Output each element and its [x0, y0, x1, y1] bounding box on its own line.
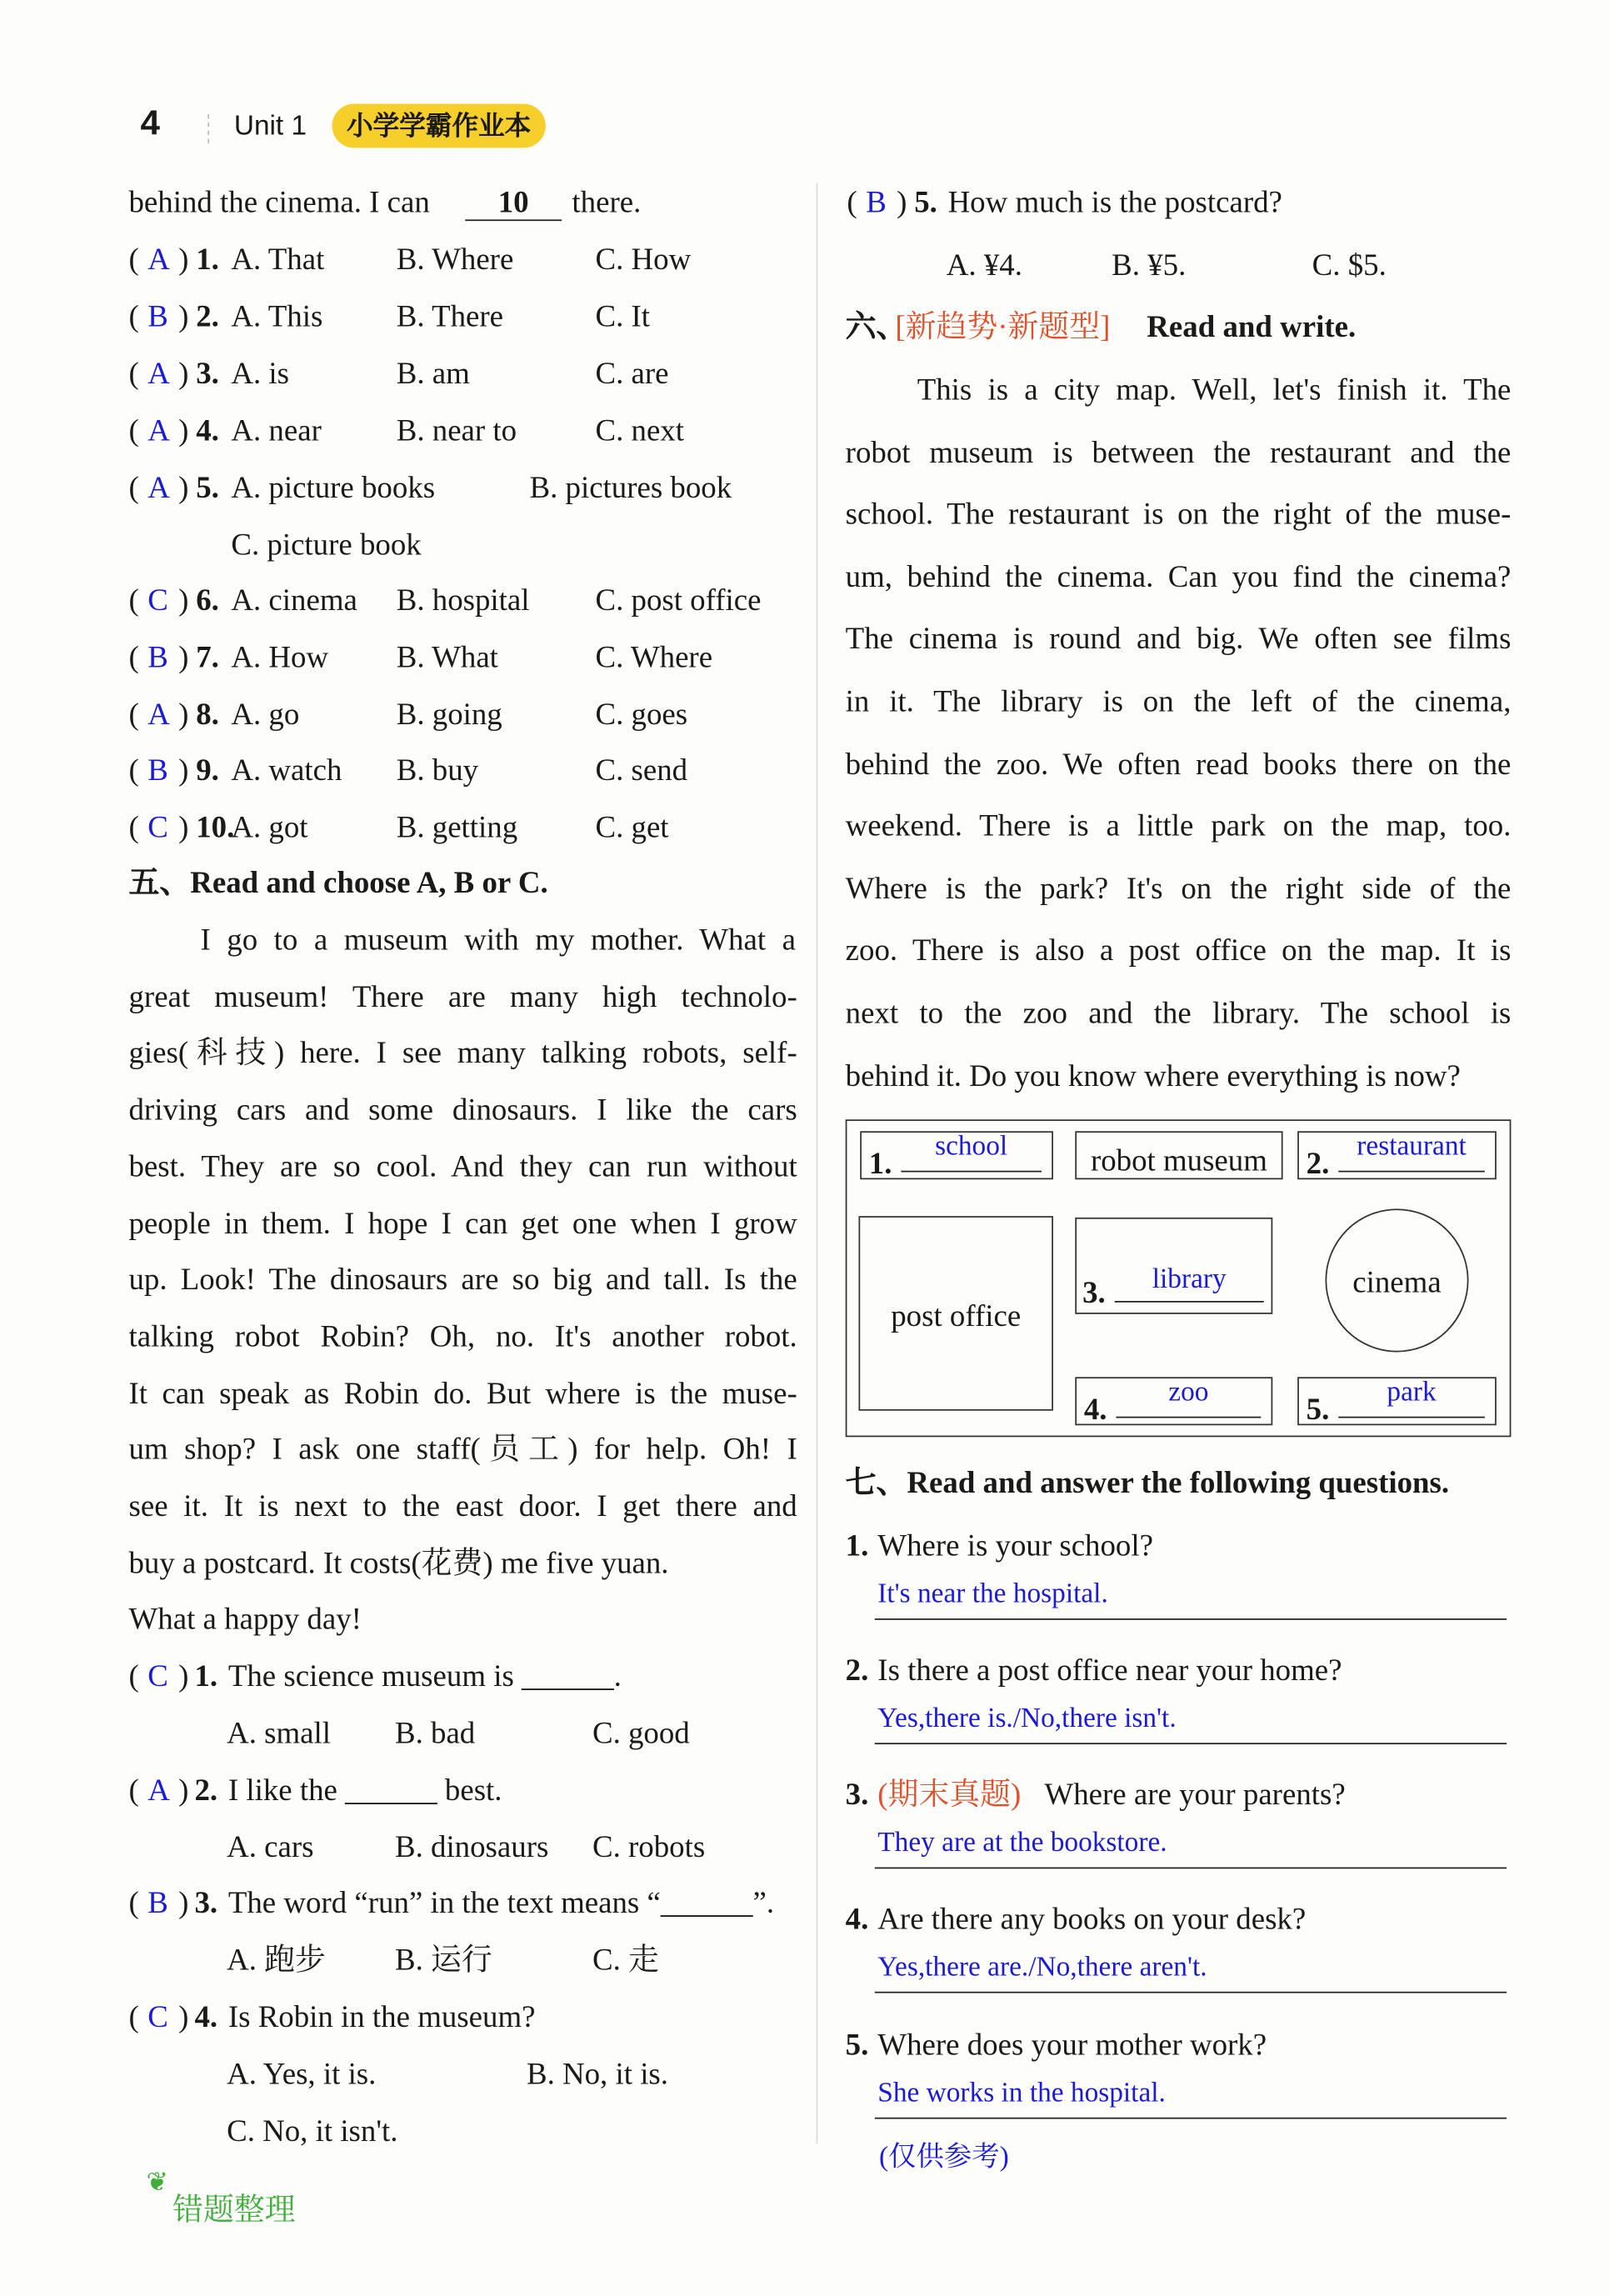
leaf-icon: ❦: [146, 2167, 169, 2197]
answer-line: [875, 2118, 1507, 2119]
answer-paren-close: ): [178, 1884, 189, 1920]
answer-paren-close: ): [178, 1998, 189, 2034]
item-number: 2.: [196, 298, 219, 334]
answer-letter: C: [147, 809, 168, 845]
passage-line: zoo. There is also a post office on the map. It is: [845, 933, 1512, 968]
cinema-label: cinema: [1352, 1264, 1442, 1300]
answer-paren-open: (: [128, 298, 139, 334]
section-tag: [新趋势·新题型]: [895, 308, 1111, 344]
passage-line: weekend. There is a little park on the map, too.: [845, 808, 1512, 843]
question-text: Is there a post office near your home?: [877, 1652, 1342, 1688]
question-number: 3.: [845, 1776, 869, 1812]
blank-underline: [465, 219, 562, 221]
option-c: C. get: [595, 809, 669, 845]
passage-line: behind it. Do you know where everything is now?: [845, 1057, 1461, 1093]
blank-underline: [1116, 1417, 1261, 1418]
option-b: B. near to: [396, 413, 517, 448]
answer-letter: B: [147, 1884, 168, 1920]
answer-line: [875, 1868, 1507, 1869]
answer-letter: A: [147, 1772, 170, 1808]
passage-line: robot museum is between the restaurant and the: [845, 433, 1512, 469]
passage-line: Where is the park? It's on the right side of the: [845, 870, 1512, 906]
answer-line: [875, 1992, 1507, 1993]
option-c: C. picture book: [231, 527, 422, 563]
option-c: C. How: [595, 241, 692, 277]
answer-paren-open: (: [128, 1772, 139, 1808]
passage-line: see it. It is next to the east door. I get there and: [128, 1488, 797, 1523]
intro-text: there.: [572, 184, 642, 220]
option-b: B. going: [396, 696, 502, 732]
answer-text: They are at the bookstore.: [877, 1828, 1167, 1858]
blank-underline: [1338, 1171, 1485, 1173]
intro-text: behind the cinema. I can: [128, 184, 430, 220]
answer-paren-close: ): [178, 809, 189, 845]
answer-letter: C: [147, 1658, 168, 1693]
answer-paren-close: ): [178, 413, 189, 448]
question-number: 1.: [845, 1528, 869, 1563]
answer-paren-close: ): [178, 639, 189, 675]
passage-line: The cinema is round and big. We often see films: [845, 621, 1512, 657]
passage-line: um shop? I ask one staff(员工) for help. Oh! I: [128, 1431, 797, 1467]
option-b: B. No, it is.: [526, 2056, 669, 2092]
answer-letter: A: [147, 696, 170, 732]
answer-text: It's near the hospital.: [877, 1578, 1108, 1610]
question-number: 4.: [845, 1900, 869, 1937]
item-number: 6.: [196, 582, 219, 618]
passage-line: people in them. I hope I can get one when I grow: [128, 1204, 797, 1241]
answer-text: She works in the hospital.: [877, 2078, 1166, 2109]
question-number: 4.: [194, 1998, 218, 2034]
answer-paren-open: (: [128, 696, 139, 732]
option-c: C. good: [592, 1714, 690, 1751]
question-number: 5.: [845, 2026, 869, 2063]
answer-letter: A: [147, 355, 170, 391]
passage-line: driving cars and some dinosaurs. I like the cars: [128, 1092, 797, 1128]
section-title: 七、Read and answer the following questions.: [845, 1464, 1450, 1500]
answer-paren-open: (: [128, 469, 139, 505]
brand-badge: 小学学霸作业本: [332, 104, 545, 148]
item-number: 5.: [914, 184, 937, 220]
answer-paren-open: (: [128, 752, 139, 788]
blank-underline: [1115, 1301, 1264, 1303]
item-number: 4.: [196, 413, 219, 448]
answer-paren-open: (: [847, 184, 857, 220]
answer-line: [875, 1618, 1507, 1620]
passage-line: next to the zoo and the library. The school is: [845, 995, 1512, 1031]
answer-paren-close: ): [178, 1772, 189, 1808]
option-c: C. send: [595, 752, 688, 788]
item-number: 3.: [196, 355, 219, 391]
passage-line: school. The restaurant is on the right of the muse-: [845, 496, 1512, 532]
robot-museum-label: robot museum: [1090, 1143, 1267, 1178]
passage-line: gies(科技) here. I see many talking robots, self-: [128, 1035, 797, 1071]
option-b: B. dinosaurs: [394, 1828, 549, 1865]
exam-tag: (期末真题): [877, 1776, 1022, 1812]
option-c: C. No, it isn't.: [227, 2113, 398, 2148]
answer-letter: A: [147, 413, 170, 448]
option-a: A. go: [231, 696, 300, 732]
answer-paren-open: (: [128, 809, 139, 845]
header-divider: [207, 114, 209, 143]
passage-line: buy a postcard. It costs(花费) me five yuan.: [128, 1544, 669, 1580]
answer-letter: B: [866, 184, 887, 220]
blank-answer: library: [1152, 1264, 1227, 1295]
item-number: 7.: [196, 639, 219, 675]
answer-paren-open: (: [128, 1884, 139, 1920]
item-number: 5.: [196, 469, 219, 505]
answer-paren-close: ): [178, 355, 189, 391]
option-b: B. buy: [396, 752, 479, 788]
answer-letter: C: [147, 582, 168, 618]
option-a: A. is: [231, 355, 290, 391]
option-c: C. next: [595, 413, 684, 448]
blank-number: 2.: [1306, 1145, 1330, 1182]
mistake-review-label: 错题整理: [172, 2193, 296, 2228]
answer-paren-open: (: [128, 241, 139, 277]
blank-number: 1.: [868, 1145, 892, 1182]
option-a: A. cars: [227, 1828, 314, 1865]
question-number: 2.: [845, 1652, 869, 1688]
option-a: A. How: [231, 639, 329, 675]
option-c: C. goes: [595, 696, 688, 732]
passage-line: in it. The library is on the left of the cinema,: [845, 683, 1512, 719]
option-c: C. are: [595, 355, 669, 391]
option-a: A. ¥4.: [946, 247, 1022, 283]
option-c: C. post office: [595, 582, 762, 618]
option-c: C. $5.: [1312, 247, 1387, 283]
section-title: 五、Read and choose A, B or C.: [128, 864, 548, 900]
passage-line: up. Look! The dinosaurs are so big and tall. Is the: [128, 1261, 797, 1298]
blank-answer: restaurant: [1357, 1131, 1467, 1163]
option-a: A. cinema: [231, 582, 357, 618]
answer-letter: A: [147, 241, 170, 277]
option-b: B. getting: [396, 809, 518, 845]
answer-paren-close: ): [178, 582, 189, 618]
answer-paren-close: ): [178, 298, 189, 334]
question-text: I like the ______ best.: [227, 1772, 502, 1808]
post-office-label: post office: [891, 1298, 1022, 1333]
question-text: Where does your mother work?: [877, 2026, 1267, 2063]
option-a: A. got: [231, 809, 308, 845]
option-b: B. ¥5.: [1112, 247, 1187, 283]
passage-line: This is a city map. Well, let's finish it. The: [917, 371, 1512, 408]
question-text: Where are your parents?: [1044, 1776, 1346, 1812]
blank-underline: [901, 1171, 1042, 1173]
passage-line: behind the zoo. We often read books there on the: [845, 745, 1512, 781]
column-divider: [817, 183, 818, 2143]
answer-line: [875, 1743, 1507, 1744]
option-a: A. 跑步: [227, 1942, 326, 1978]
option-a: A. picture books: [231, 469, 436, 505]
blank-answer: zoo: [1168, 1377, 1209, 1408]
passage-line: What a happy day!: [128, 1601, 362, 1637]
passage-line: great museum! There are many high technolo-: [128, 978, 797, 1014]
option-a: A. near: [231, 413, 322, 448]
option-a: A. This: [231, 298, 323, 334]
passage-line: talking robot Robin? Oh, no. It's another robot.: [128, 1318, 797, 1354]
question-text: Are there any books on your desk?: [877, 1900, 1307, 1937]
option-c: C. robots: [592, 1828, 706, 1865]
question-text: Is Robin in the museum?: [227, 1998, 536, 2034]
answer-paren-open: (: [128, 355, 139, 391]
unit-label: Unit 1: [233, 111, 307, 143]
question-text: The science museum is ______.: [227, 1658, 622, 1693]
answer-paren-close: ): [178, 1658, 189, 1693]
passage-line: um, behind the cinema. Can you find the cinema?: [845, 558, 1512, 594]
passage-line: best. They are so cool. And they can run without: [128, 1148, 797, 1184]
option-a: A. Yes, it is.: [227, 2056, 377, 2092]
section-title: Read and write.: [1147, 308, 1357, 344]
reference-note: (仅供参考): [879, 2142, 1009, 2173]
answer-paren-open: (: [128, 1658, 139, 1693]
option-b: B. What: [396, 639, 498, 675]
passage-line: I go to a museum with my mother. What a: [200, 922, 796, 958]
blank-underline: [1338, 1417, 1485, 1418]
option-b: B. bad: [394, 1714, 476, 1751]
question-number: 1.: [194, 1658, 218, 1693]
option-b: B. pictures book: [529, 469, 732, 505]
item-number: 10.: [196, 809, 235, 845]
blank-number: 4.: [1083, 1391, 1107, 1428]
answer-letter: B: [147, 639, 168, 675]
option-b: B. 运行: [394, 1942, 492, 1978]
option-b: B. am: [396, 355, 470, 391]
answer-text: Yes,there is./No,there isn't.: [877, 1703, 1177, 1734]
question-text: How much is the postcard?: [947, 184, 1282, 220]
option-a: A. That: [231, 241, 325, 277]
answer-paren-close: ): [178, 241, 189, 277]
answer-paren-open: (: [128, 1998, 139, 2034]
question-text: Where is your school?: [877, 1528, 1153, 1563]
option-c: C. It: [595, 298, 651, 334]
answer-letter: B: [147, 752, 168, 788]
question-number: 3.: [194, 1884, 218, 1920]
item-number: 8.: [196, 696, 219, 732]
option-b: B. Where: [396, 241, 514, 277]
answer-paren-open: (: [128, 639, 139, 675]
page-number: 4: [140, 103, 160, 144]
item-number: 9.: [196, 752, 219, 788]
answer-letter: B: [147, 298, 168, 334]
answer-text: Yes,there are./No,there aren't.: [877, 1952, 1207, 1983]
blank-answer: school: [935, 1131, 1008, 1163]
question-text: The word “run” in the text means “______”.: [227, 1884, 775, 1920]
answer-letter: C: [147, 1998, 168, 2034]
blank-number: 5.: [1306, 1391, 1330, 1428]
answer-paren-close: ): [178, 696, 189, 732]
answer-paren-open: (: [128, 582, 139, 618]
answer-letter: A: [147, 469, 170, 505]
item-number: 1.: [196, 241, 219, 277]
answer-paren-close: ): [178, 752, 189, 788]
option-c: C. Where: [595, 639, 713, 675]
option-a: A. watch: [231, 752, 342, 788]
answer-paren-open: (: [128, 413, 139, 448]
option-a: A. small: [227, 1714, 332, 1751]
passage-line: It can speak as Robin do. But where is the muse-: [128, 1374, 797, 1410]
option-c: C. 走: [592, 1942, 659, 1978]
blank-answer: park: [1387, 1377, 1437, 1408]
blank-number: 10: [497, 184, 529, 220]
blank-number: 3.: [1082, 1274, 1106, 1310]
option-b: B. There: [396, 298, 504, 334]
section-prefix: 六、: [845, 308, 907, 344]
question-number: 2.: [194, 1772, 218, 1808]
option-b: B. hospital: [396, 582, 530, 618]
answer-paren-close: ): [897, 184, 907, 220]
answer-paren-close: ): [178, 469, 189, 505]
